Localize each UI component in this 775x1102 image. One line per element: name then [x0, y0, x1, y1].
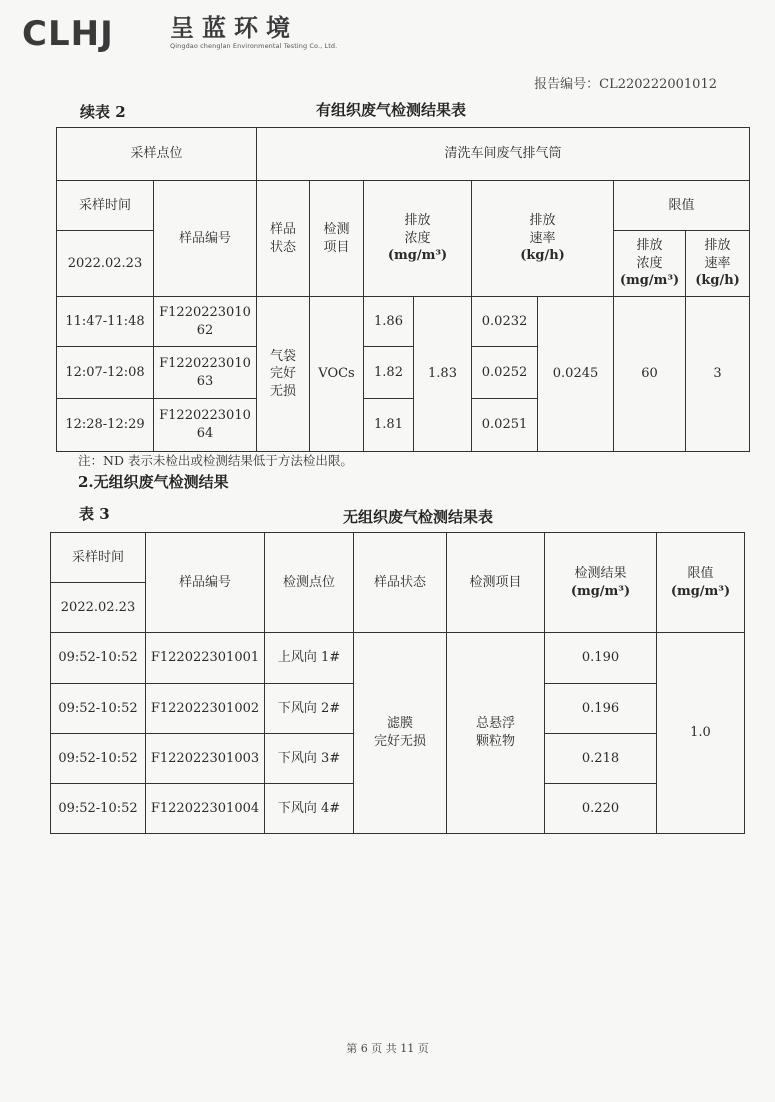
sampling-date: 2022.02.23: [57, 231, 154, 297]
table2: [56, 127, 750, 452]
table2-title: 有组织废气检测结果表: [316, 101, 467, 119]
item-label: 检测项目: [447, 533, 545, 633]
sample-no: F122022301004: [146, 784, 265, 834]
sample-no: F1220223010 63: [154, 347, 257, 399]
conc-value: 1.82: [364, 347, 414, 399]
avg-rate-value: 0.0245: [538, 297, 614, 452]
company-name-cn: 呈蓝环境: [170, 14, 298, 42]
limit-value: 1.0: [657, 633, 745, 834]
table3-label: 表 3: [79, 505, 110, 523]
emission-conc-header: 排放 浓度 (mg/m³): [364, 181, 472, 297]
report-number: 报告编号：CL220222001012: [534, 77, 717, 92]
table3-title: 无组织废气检测结果表: [343, 508, 494, 526]
sample-no-label: 样品编号: [146, 533, 265, 633]
point-label: 检测点位: [265, 533, 354, 633]
conc-value: 1.81: [364, 399, 414, 452]
result-value: 0.196: [545, 684, 657, 734]
limit-conc-value: 60: [614, 297, 686, 452]
limit-header: 限值 (mg/m³): [657, 533, 745, 633]
sample-state-value: 气袋 完好 无损: [257, 297, 310, 452]
sample-time: 12:07-12:08: [57, 347, 154, 399]
sample-state-value: 滤膜 完好无损: [354, 633, 447, 834]
sample-state-header: 样品 状态: [257, 181, 310, 297]
result-value: 0.220: [545, 784, 657, 834]
sampling-date: 2022.02.23: [51, 583, 146, 633]
limit-conc-header: 排放 浓度 (mg/m³): [614, 231, 686, 297]
sampling-point-label: 采样点位: [57, 128, 257, 181]
test-item-value: VOCs: [310, 297, 364, 452]
sample-time: 12:28-12:29: [57, 399, 154, 452]
section2-title: 2.无组织废气检测结果: [78, 473, 229, 491]
table-row: [51, 633, 745, 684]
company-name-en: Qingdao chenglan Environmental Testing Co., Ltd.: [170, 42, 338, 50]
table2-label: 续表 2: [80, 103, 126, 121]
state-label: 样品状态: [354, 533, 447, 633]
sample-no: F122022301001: [146, 633, 265, 684]
sampling-time-label: 采样时间: [57, 181, 154, 231]
sample-time: 09:52-10:52: [51, 784, 146, 834]
result-value: 0.190: [545, 633, 657, 684]
test-item-value: 总悬浮 颗粒物: [447, 633, 545, 834]
emission-rate-header: 排放 速率 (kg/h): [472, 181, 614, 297]
sample-time: 09:52-10:52: [51, 684, 146, 734]
sampling-point-value: 清洗车间废气排气筒: [257, 128, 750, 181]
result-header: 检测结果 (mg/m³): [545, 533, 657, 633]
limit-rate-header: 排放 速率 (kg/h): [686, 231, 750, 297]
table-row: [57, 297, 750, 347]
rate-value: 0.0251: [472, 399, 538, 452]
page-number: 第 6 页 共 11 页: [346, 1042, 429, 1055]
rate-value: 0.0232: [472, 297, 538, 347]
sample-time: 09:52-10:52: [51, 734, 146, 784]
sampling-time-label: 采样时间: [51, 533, 146, 583]
limit-rate-value: 3: [686, 297, 750, 452]
sample-no-label: 样品编号: [154, 181, 257, 297]
avg-conc-value: 1.83: [414, 297, 472, 452]
company-logo-mark: CLHJ: [22, 14, 114, 54]
sample-point: 下风向 2#: [265, 684, 354, 734]
sample-no: F122022301003: [146, 734, 265, 784]
rate-value: 0.0252: [472, 347, 538, 399]
sample-time: 11:47-11:48: [57, 297, 154, 347]
table3: [50, 532, 745, 834]
sample-point: 下风向 4#: [265, 784, 354, 834]
table2-note: 注：ND 表示未检出或检测结果低于方法检出限。: [78, 453, 353, 468]
result-value: 0.218: [545, 734, 657, 784]
sample-point: 下风向 3#: [265, 734, 354, 784]
test-item-header: 检测 项目: [310, 181, 364, 297]
limit-header: 限值: [614, 181, 750, 231]
sample-point: 上风向 1#: [265, 633, 354, 684]
sample-no: F1220223010 62: [154, 297, 257, 347]
sample-time: 09:52-10:52: [51, 633, 146, 684]
conc-value: 1.86: [364, 297, 414, 347]
sample-no: F1220223010 64: [154, 399, 257, 452]
sample-no: F122022301002: [146, 684, 265, 734]
